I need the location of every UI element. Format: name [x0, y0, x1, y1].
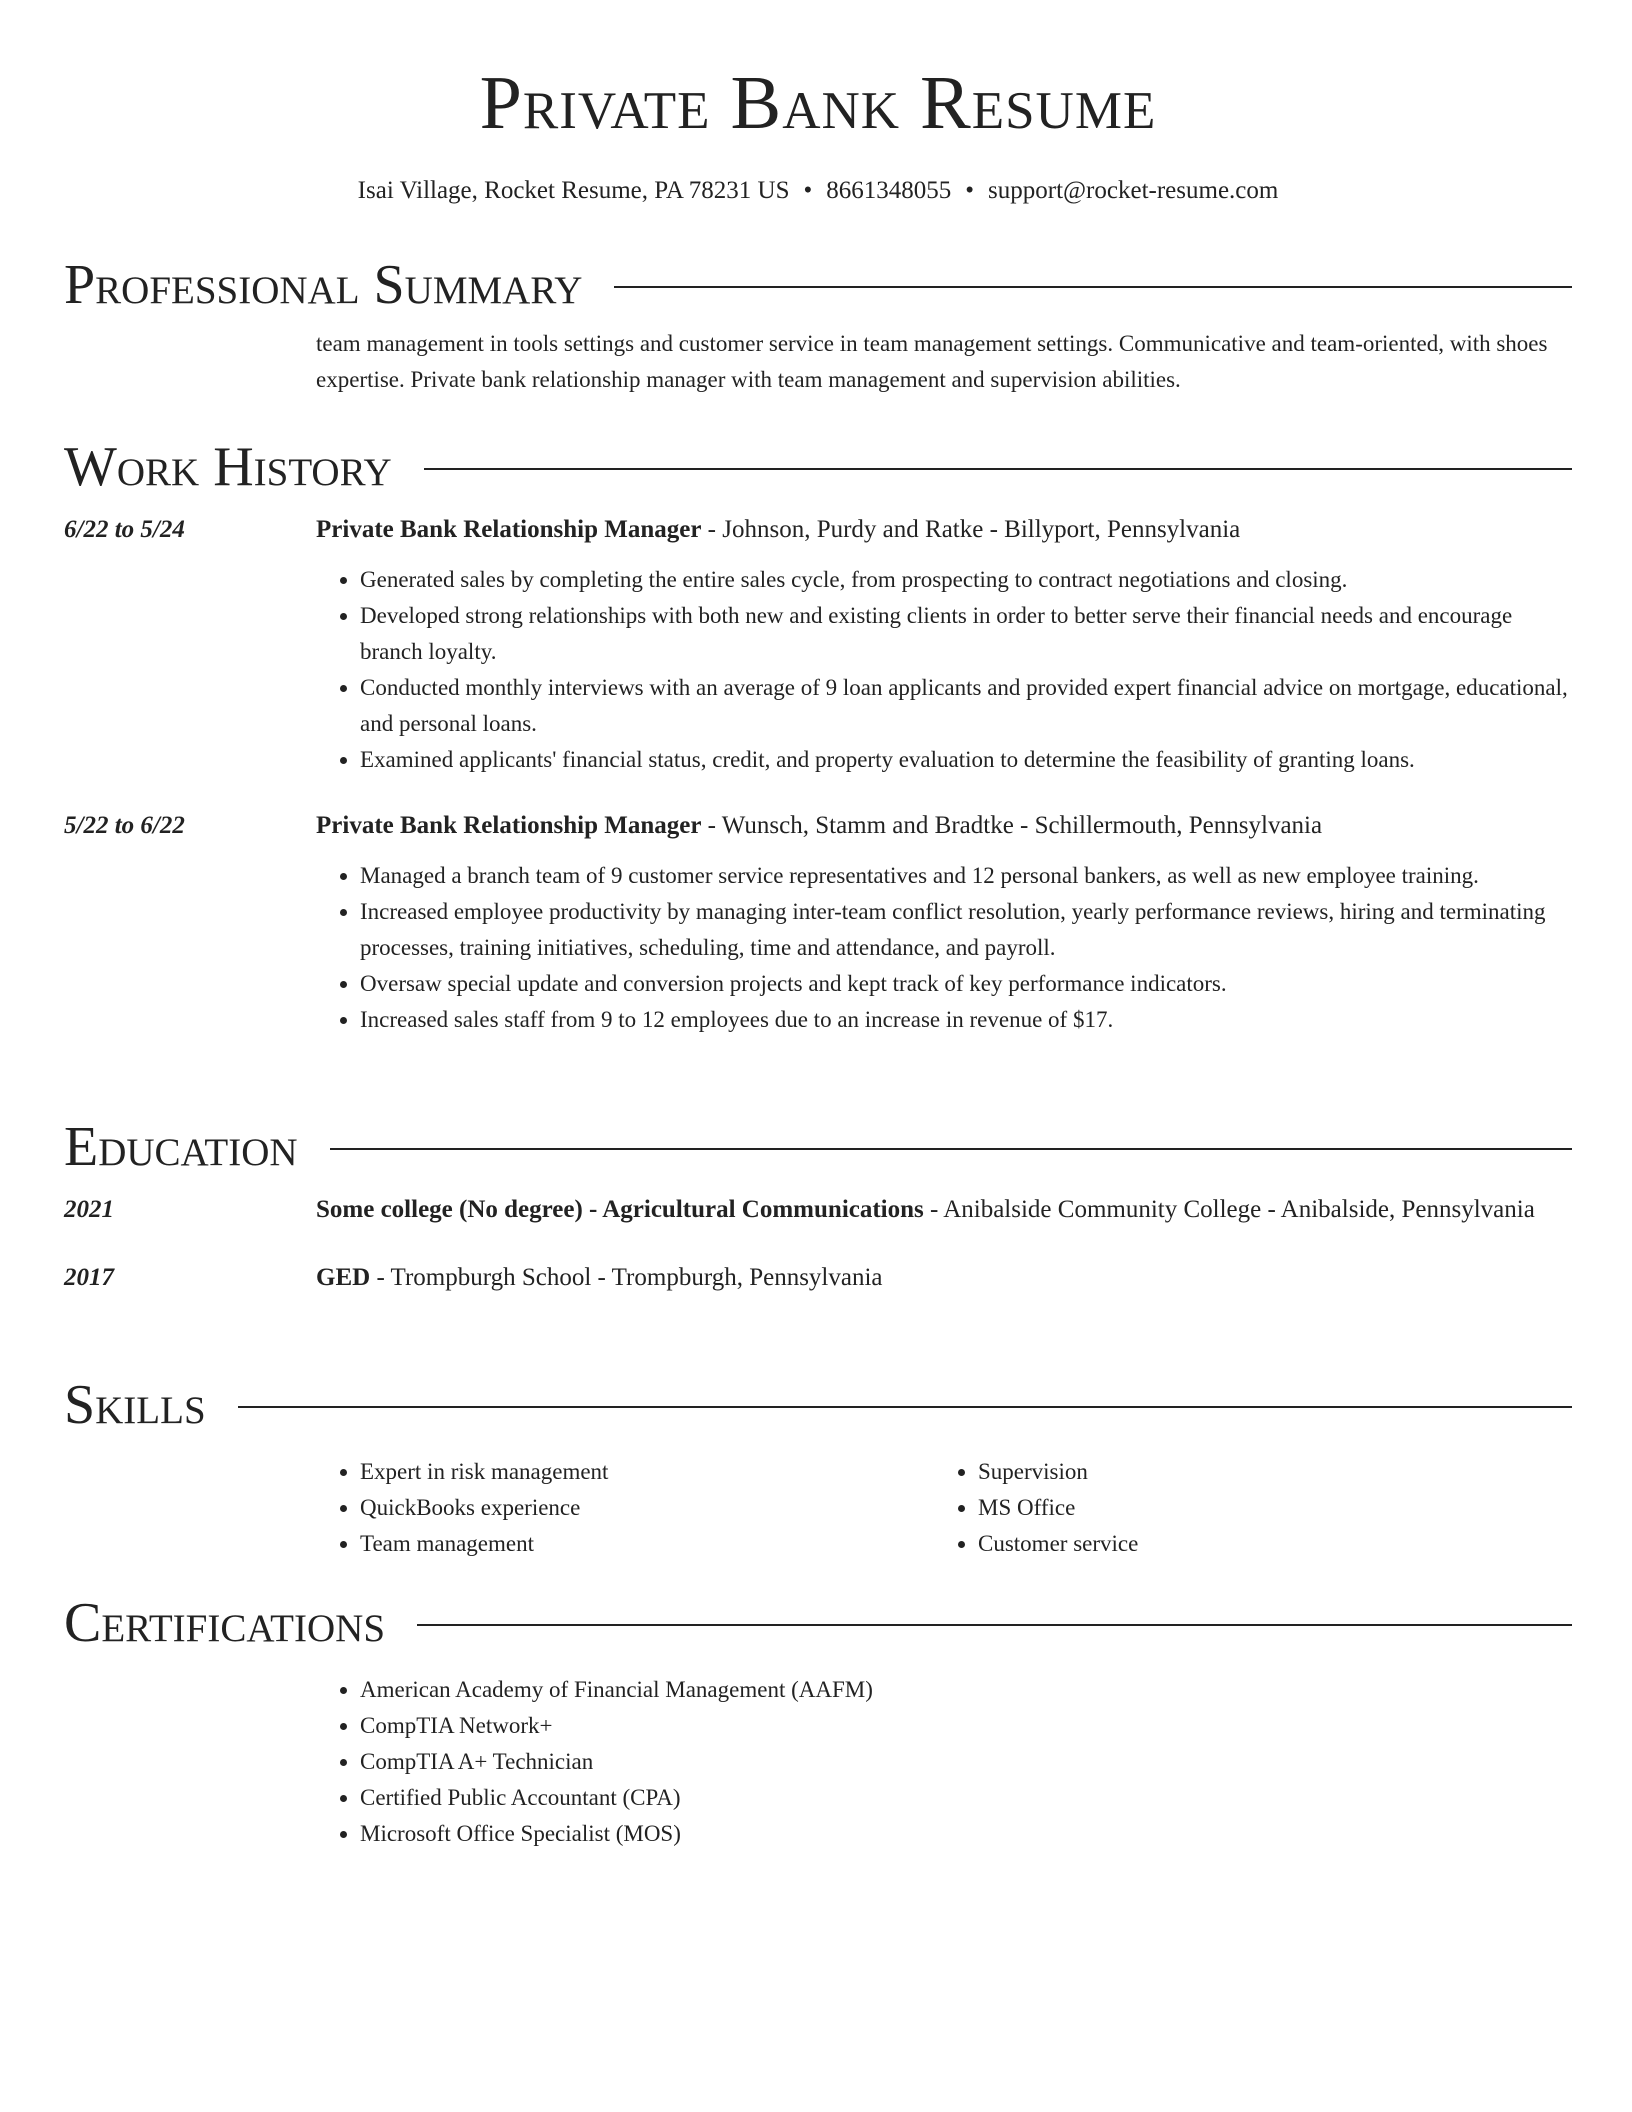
contact-line [64, 174, 1572, 208]
education-heading [316, 1190, 1572, 1230]
education-degree: GED [316, 1264, 371, 1291]
contact-separator: • [965, 177, 975, 204]
education-entry [64, 1258, 1572, 1298]
summary-text: team management in tools settings and customer service in team management settings. Communicative and team-oriented, with shoes expertise. Private bank relationship manager with team management and supervision abilities. [316, 331, 1548, 392]
job-bullet: • Examined applicants' financial status, credit, and property evaluation to determine the feasibility of granting loans. [360, 742, 1572, 778]
contact-separator: • [803, 177, 813, 204]
section-title-work-history: Work History [64, 436, 392, 498]
job-dates: 6/22 to 5/24 [64, 516, 185, 543]
skill-item: • Customer service [978, 1526, 1552, 1562]
job-bullet: • Managed a branch team of 9 customer service representatives and 12 personal bankers, as well as new employee training. [360, 858, 1572, 894]
certification-item: • CompTIA Network+ [360, 1708, 1572, 1744]
certifications-header [64, 1590, 1572, 1656]
education-year: 2017 [64, 1264, 114, 1291]
skill-item: • QuickBooks experience [360, 1490, 934, 1526]
job-content [316, 806, 1572, 1038]
section-title-education: Education [64, 1116, 298, 1178]
contact-phone: 8661348055 [826, 177, 952, 204]
skills-column-right [934, 1454, 1552, 1562]
work-history-header [64, 434, 1572, 500]
education-section [64, 1114, 1572, 1298]
skills-grid [316, 1454, 1572, 1562]
job-employer: - Wunsch, Stamm and Bradtke - Schillermouth, Pennsylvania [701, 812, 1323, 839]
section-divider [614, 286, 1572, 288]
education-entry [64, 1190, 1572, 1230]
certification-item: • Microsoft Office Specialist (MOS) [360, 1816, 1572, 1852]
skill-item: • MS Office [978, 1490, 1552, 1526]
job-heading [316, 806, 1572, 846]
certification-item: • CompTIA A+ Technician [360, 1744, 1572, 1780]
job-bullet: • Increased employee productivity by managing inter-team conflict resolution, yearly performance reviews, hiring and terminating processes, training initiatives, scheduling, time and attendance, and payroll. [360, 894, 1572, 966]
resume-title: Private Bank Resume [479, 61, 1157, 145]
skills-section [64, 1372, 1572, 1562]
skill-item: • Supervision [978, 1454, 1552, 1490]
section-title-certifications: Certifications [64, 1592, 386, 1654]
job-entry [64, 510, 1572, 778]
education-header [64, 1114, 1572, 1180]
job-title: Private Bank Relationship Manager [316, 812, 702, 839]
job-bullets [316, 858, 1572, 1038]
education-school: - Trompburgh School - Trompburgh, Pennsylvania [370, 1264, 883, 1291]
job-dates: 5/22 to 6/22 [64, 812, 185, 839]
skill-item: • Team management [360, 1526, 934, 1562]
job-bullets [316, 562, 1572, 778]
job-entry [64, 806, 1572, 1038]
certification-item: • Certified Public Accountant (CPA) [360, 1780, 1572, 1816]
certification-item: • American Academy of Financial Management (AAFM) [360, 1672, 1572, 1708]
job-content [316, 510, 1572, 778]
summary-header [64, 252, 1572, 318]
job-heading [316, 510, 1572, 550]
skill-item: • Expert in risk management [360, 1454, 934, 1490]
job-bullet: • Oversaw special update and conversion projects and kept track of key performance indicators. [360, 966, 1572, 1002]
job-employer: - Johnson, Purdy and Ratke - Billyport, Pennsylvania [701, 516, 1241, 543]
work-history-section [64, 434, 1572, 1038]
education-heading [316, 1258, 1572, 1298]
section-title-summary: Professional Summary [64, 254, 583, 316]
job-bullet: • Increased sales staff from 9 to 12 employees due to an increase in revenue of $17. [360, 1002, 1572, 1038]
certifications-section [64, 1590, 1572, 1852]
education-school: - Anibalside Community College - Anibalside, Pennsylvania [923, 1196, 1535, 1223]
section-divider [424, 468, 1572, 470]
skills-list [316, 1454, 934, 1562]
job-bullet: • Conducted monthly interviews with an average of 9 loan applicants and provided expert financial advice on mortgage, educational, and personal loans. [360, 670, 1572, 742]
education-content [316, 1190, 1572, 1230]
section-title-skills: Skills [64, 1374, 206, 1436]
contact-address: Isai Village, Rocket Resume, PA 78231 US [357, 177, 790, 204]
section-divider [330, 1148, 1572, 1150]
section-divider [238, 1406, 1572, 1408]
job-bullet: • Generated sales by completing the entire sales cycle, from prospecting to contract negotiations and closing. [360, 562, 1572, 598]
job-title: Private Bank Relationship Manager [316, 516, 702, 543]
skills-column-left [316, 1454, 934, 1562]
skills-list [934, 1454, 1552, 1562]
contact-email: support@rocket-resume.com [988, 177, 1279, 204]
education-content [316, 1258, 1572, 1298]
education-year: 2021 [64, 1196, 114, 1223]
job-bullet: • Developed strong relationships with both new and existing clients in order to better serve their financial needs and encourage branch loyalty. [360, 598, 1572, 670]
section-divider [417, 1624, 1572, 1626]
education-degree: Some college (No degree) - Agricultural Communications [316, 1196, 924, 1223]
summary-section [64, 252, 1572, 398]
skills-header [64, 1372, 1572, 1438]
certifications-list [316, 1672, 1572, 1852]
